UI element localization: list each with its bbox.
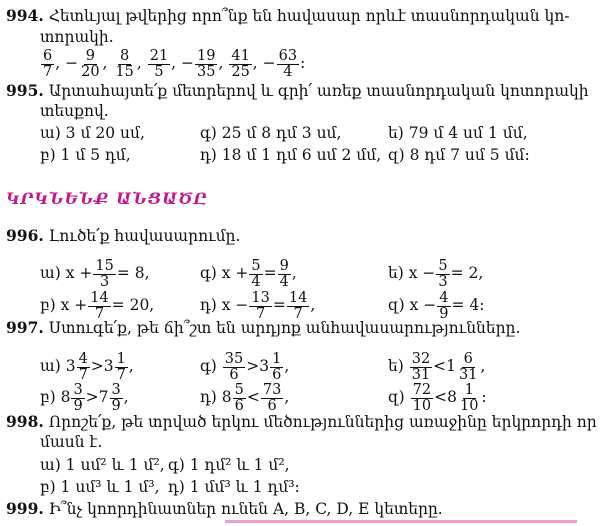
expression: ,: [310, 296, 316, 314]
denominator: 35: [197, 63, 216, 80]
numerator: 5: [438, 257, 448, 274]
problem-text: Հետևյալ թվերից որո՞նք են հավասար որևէ տասնորդական կո-: [48, 7, 570, 25]
denominator: 4: [283, 63, 293, 80]
numerator: 41: [231, 47, 250, 64]
problem-995-line-1: [6, 81, 589, 101]
item-label: բ): [40, 388, 61, 406]
problem-text: Ստուգե՛ք, թե ճի՞շտ են արդյոք անհավասարությունները.: [48, 319, 521, 337]
problem-995-line-2: [40, 101, 109, 121]
separator: ,: [218, 54, 229, 72]
numerator: 15: [95, 257, 114, 274]
fraction: [261, 383, 283, 414]
fraction: [195, 49, 217, 80]
fraction: [436, 259, 449, 290]
numerator: 1: [272, 350, 282, 367]
denominator: 5: [154, 63, 164, 80]
whole-part: 8: [447, 388, 457, 406]
expression: x +: [221, 264, 249, 282]
fraction: [148, 49, 170, 80]
denominator: 6: [229, 366, 239, 383]
list-item: ե) 79 մ 4 սմ 1 մմ,: [388, 124, 528, 142]
fraction: [457, 352, 479, 383]
punctuation: ,: [128, 357, 134, 375]
problem-994-line-1: [6, 6, 570, 26]
item-label: ա): [40, 264, 66, 282]
whole-part: 3: [259, 357, 270, 375]
whole-part: 3: [65, 357, 76, 375]
problem-999-line-1: [6, 499, 443, 519]
numerator: 6: [43, 47, 53, 64]
fraction: [458, 383, 480, 414]
separator: ,: [55, 54, 66, 72]
item-label: գ): [200, 357, 222, 375]
equation-item: [40, 256, 150, 290]
denominator: 7: [78, 366, 88, 383]
fraction: [287, 291, 309, 322]
decorative-rule: [225, 520, 577, 523]
comparison-sign: <: [434, 388, 448, 406]
numerator: 14: [90, 289, 109, 306]
punctuation: ,: [123, 388, 129, 406]
minus-sign: −: [65, 54, 79, 72]
expression: = 8,: [116, 264, 150, 282]
punctuation: ,: [284, 357, 290, 375]
equation-item: [388, 288, 485, 322]
punctuation: :: [481, 388, 487, 406]
comparison-sign: <: [246, 388, 260, 406]
numerator: 8: [120, 47, 130, 64]
problem-text: Ի՞նչ կոորդինատներ ունեն A, B, C, D, E կետերը.: [48, 500, 443, 518]
list-item: դ) 1 մմ³ և 1 դմ³:: [168, 478, 300, 496]
punctuation: ,: [480, 357, 486, 375]
numerator: 13: [251, 289, 270, 306]
separator: ,: [136, 54, 147, 72]
list-item: բ) 1 մ 5 դմ,: [40, 146, 131, 164]
list-item: զ) 8 դմ 7 սմ 5 մմ:: [388, 146, 530, 164]
item-label: ե): [388, 264, 409, 282]
expression: ,: [291, 264, 297, 282]
item-label: ե): [388, 357, 409, 375]
problem-number: 995.: [6, 81, 44, 100]
comparison-sign: >: [85, 388, 99, 406]
problem-998-line-1: [6, 412, 597, 432]
numerator: 1: [116, 350, 126, 367]
list-item: դ) 18 մ 1 դմ 6 սմ 2 մմ,: [200, 146, 382, 164]
list-item: ա) 1 սմ² և 1 մ²,: [40, 456, 165, 474]
equation-item: [200, 288, 315, 322]
denominator: 7: [116, 366, 126, 383]
fraction: [437, 291, 450, 322]
numerator: 35: [224, 350, 244, 367]
numerator: 4: [439, 289, 449, 306]
expression: x −: [408, 264, 436, 282]
problem-text: մասն է.: [40, 433, 103, 451]
problem-text: Լուծե՛ք հավասարումը.: [48, 227, 241, 245]
fraction: [115, 352, 128, 383]
numerator: 14: [288, 289, 308, 306]
problem-number: 999.: [6, 499, 44, 518]
separator: ,: [171, 54, 182, 72]
denominator: 7: [293, 305, 303, 322]
denominator: 9: [73, 397, 83, 414]
fraction: [229, 49, 251, 80]
fraction: [41, 49, 54, 80]
whole-part: 1: [446, 357, 457, 375]
fraction: [278, 259, 291, 290]
equals-sign: =: [272, 296, 286, 314]
comparison-sign: <: [433, 357, 447, 375]
denominator: 9: [439, 305, 449, 322]
fraction: [411, 383, 433, 414]
denominator: 9: [111, 397, 121, 414]
inequality-item: [388, 349, 485, 383]
whole-part: 8: [221, 388, 232, 406]
fraction: [270, 352, 283, 383]
numerator: 6: [463, 350, 473, 367]
expression: x +: [65, 264, 93, 282]
fraction: [410, 352, 432, 383]
numerator: 21: [149, 47, 169, 64]
item-label: զ): [388, 388, 410, 406]
problem-997-line-1: [6, 318, 520, 338]
denominator: 10: [412, 397, 432, 414]
fraction: [249, 291, 271, 322]
denominator: 4: [279, 273, 289, 290]
denominator: 3: [99, 273, 110, 290]
expression: = 4:: [451, 296, 485, 314]
fraction: [71, 383, 84, 414]
expression: = 2,: [450, 264, 484, 282]
problem-994-line-2: [40, 27, 114, 47]
fraction: [88, 291, 110, 322]
denominator: 20: [81, 63, 100, 80]
problem-text: տորակի.: [40, 28, 114, 46]
fraction: [249, 259, 262, 290]
item-label: գ): [200, 264, 222, 282]
denominator: 7: [256, 305, 266, 322]
denominator: 15: [115, 63, 134, 80]
separator: :: [300, 54, 306, 72]
punctuation: ,: [284, 388, 290, 406]
equation-item: [388, 256, 483, 290]
numerator: 63: [278, 47, 298, 64]
denominator: 6: [272, 366, 282, 383]
separator: ,: [252, 54, 263, 72]
fraction: [93, 259, 115, 290]
fraction: [277, 49, 299, 80]
denominator: 7: [43, 63, 53, 80]
fraction: [77, 352, 90, 383]
whole-part: 3: [103, 357, 114, 375]
denominator: 6: [267, 397, 277, 414]
numerator: 9: [85, 47, 95, 64]
equation-item: [40, 288, 154, 322]
problem-number: 998.: [6, 412, 44, 431]
item-label: բ): [40, 296, 61, 314]
numerator: 5: [234, 381, 244, 398]
fraction: [223, 352, 245, 383]
expression: = 20,: [111, 296, 155, 314]
whole-part: 8: [60, 388, 71, 406]
numerator: 19: [197, 47, 216, 64]
item-label: դ): [200, 388, 222, 406]
numerator: 5: [251, 257, 261, 274]
problem-number: 994.: [6, 6, 44, 25]
list-item: գ) 1 դմ² և 1 մ²,: [168, 456, 290, 474]
numerator: 32: [411, 350, 431, 367]
inequality-item: [40, 349, 134, 383]
problem-text: տեսքով.: [40, 102, 109, 120]
problem-text: Որոշե՛ք, թե տրված երկու մեծություններից առաջինը երկրորդի որ: [48, 413, 597, 431]
fraction: [79, 49, 101, 80]
numerator: 72: [412, 381, 432, 398]
problem-text: Արտահայտե՛ք մետրերով և գրի՛ առեք տասնորդական կոտորակի: [48, 82, 589, 100]
fraction: [113, 49, 135, 80]
denominator: 31: [459, 366, 478, 383]
expression: x −: [221, 296, 249, 314]
section-title: ԿՐԿՆԵՆՔ ԱՆՑԱԾԸ: [6, 189, 208, 208]
numerator: 4: [78, 350, 88, 367]
item-label: ա): [40, 357, 66, 375]
comparison-sign: >: [90, 357, 104, 375]
numerator: 1: [464, 381, 474, 398]
inequality-item: [200, 380, 289, 414]
problem-number: 997.: [6, 318, 44, 337]
equation-item: [200, 256, 297, 290]
item-label: դ): [200, 296, 222, 314]
comparison-sign: >: [246, 357, 260, 375]
denominator: 10: [459, 397, 479, 414]
list-item: բ) 1 սմ³ և 1 մ³,: [40, 478, 160, 496]
numerator: 3: [111, 381, 121, 398]
problem-number: 996.: [6, 226, 44, 245]
equals-sign: =: [263, 264, 277, 282]
denominator: 25: [231, 63, 250, 80]
fraction-list: [40, 46, 305, 80]
expression: x +: [60, 296, 88, 314]
denominator: 3: [438, 273, 448, 290]
denominator: 6: [234, 397, 244, 414]
item-label: զ): [388, 296, 410, 314]
inequality-item: [40, 380, 129, 414]
denominator: 4: [251, 273, 261, 290]
expression: x −: [409, 296, 437, 314]
numerator: 3: [73, 381, 83, 398]
whole-part: 7: [98, 388, 109, 406]
problem-996-line-1: [6, 226, 240, 246]
inequality-item: [200, 349, 289, 383]
numerator: 9: [279, 257, 289, 274]
inequality-item: [388, 380, 487, 414]
list-item: ա) 3 մ 20 սմ,: [40, 124, 145, 142]
problem-998-line-2: [40, 432, 102, 452]
separator: ,: [102, 54, 113, 72]
denominator: 31: [411, 366, 431, 383]
numerator: 73: [262, 381, 282, 398]
list-item: գ) 25 մ 8 դմ 3 սմ,: [200, 124, 342, 142]
denominator: 7: [94, 305, 105, 322]
minus-sign: −: [181, 54, 195, 72]
fraction: [233, 383, 246, 414]
minus-sign: −: [262, 54, 276, 72]
fraction: [110, 383, 123, 414]
